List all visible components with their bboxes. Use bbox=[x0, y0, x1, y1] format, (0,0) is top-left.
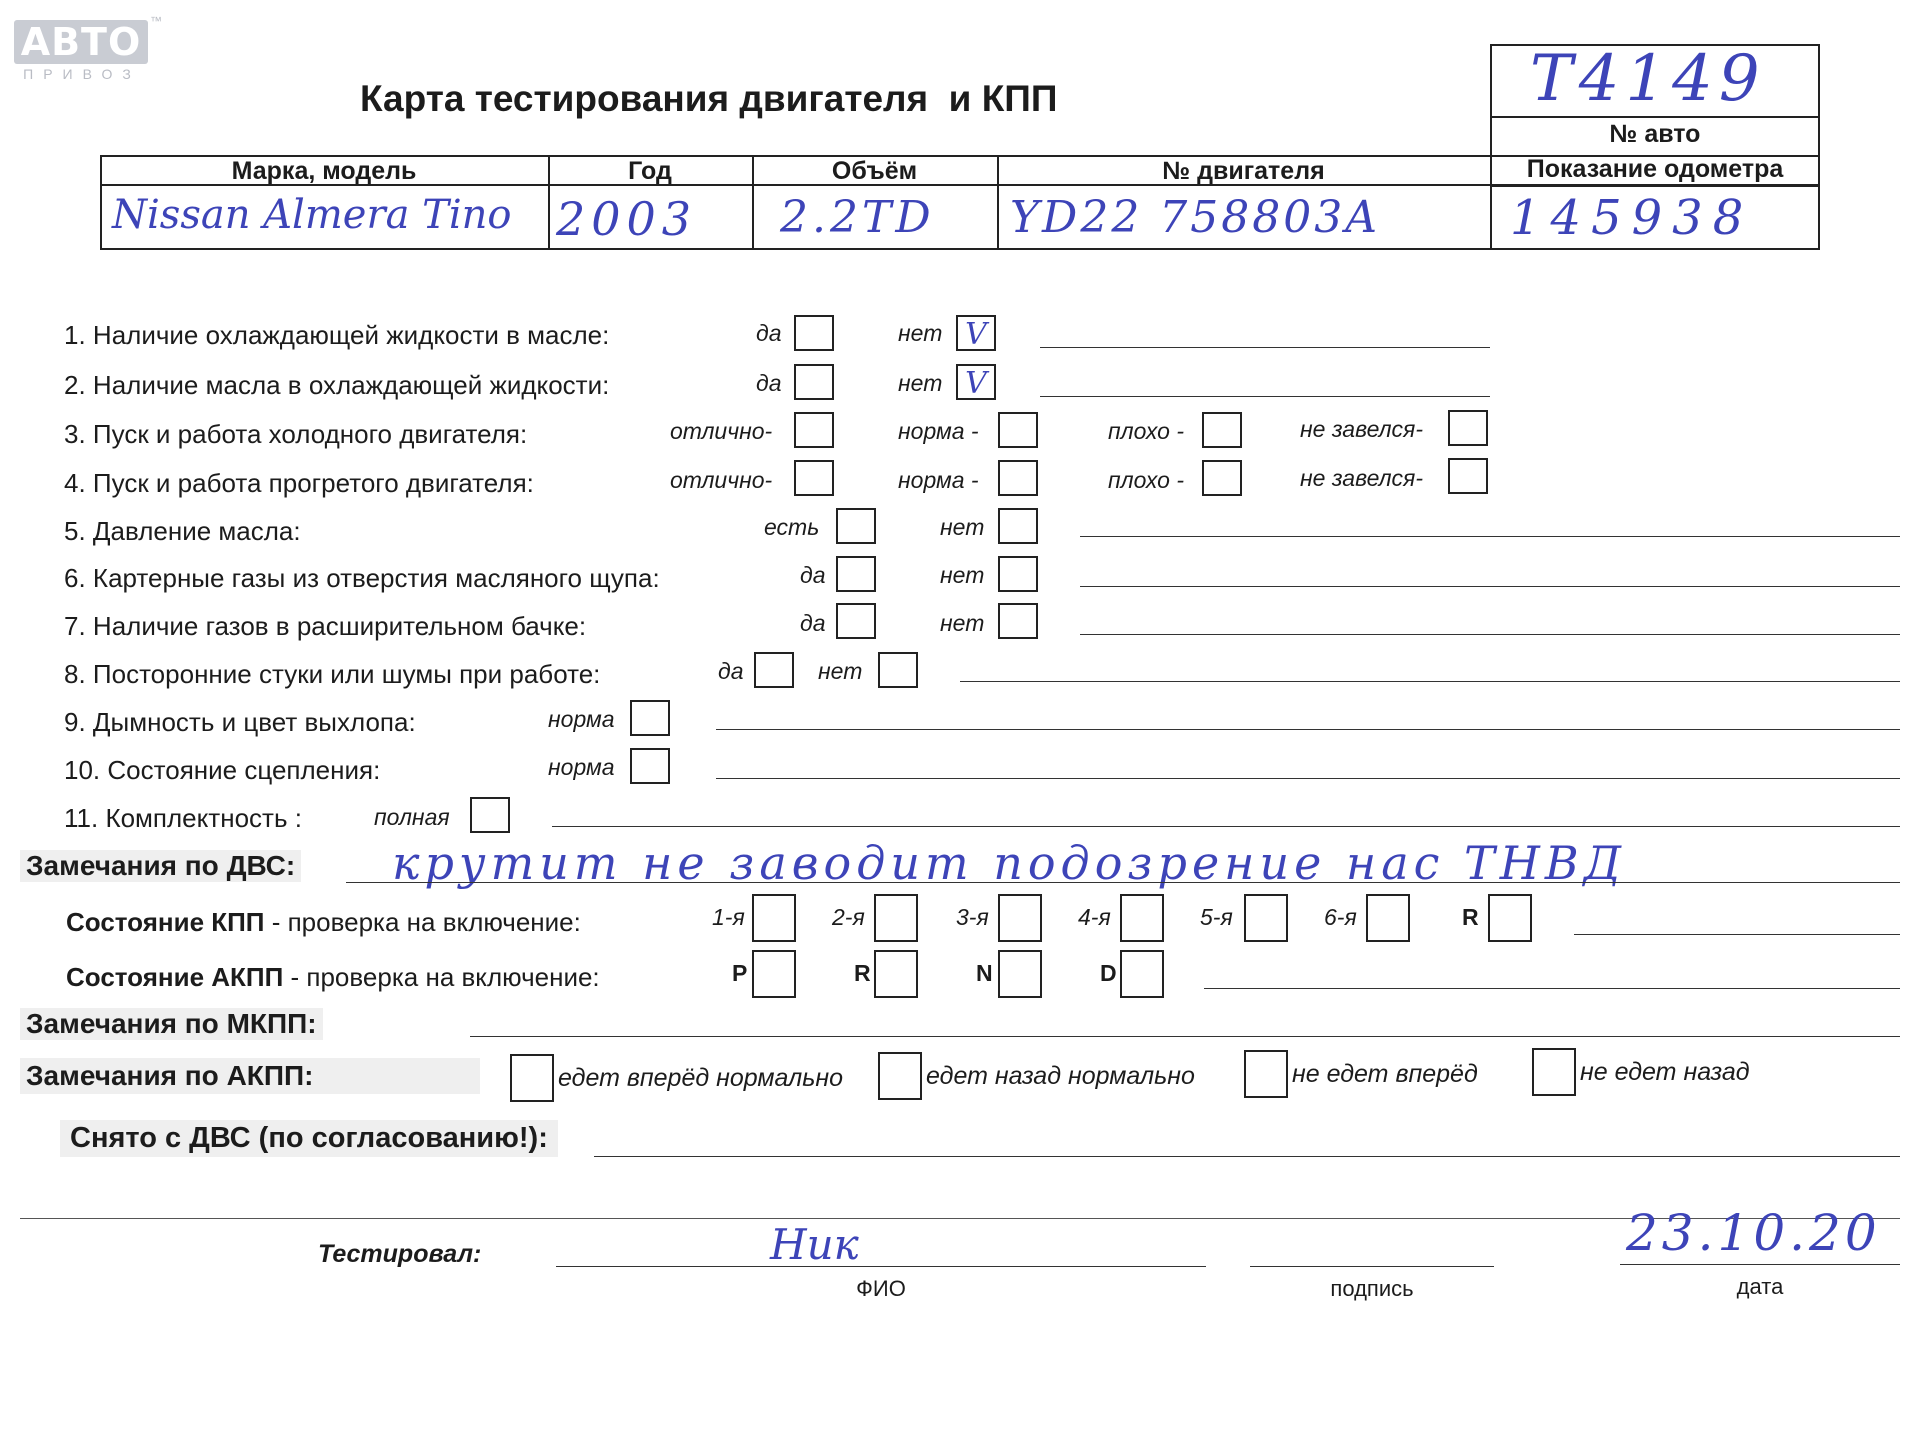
kpp-check-label bbox=[66, 907, 581, 938]
notes-line[interactable] bbox=[1080, 586, 1900, 587]
check-item-7 bbox=[64, 611, 586, 642]
car-number-divider bbox=[1490, 116, 1820, 118]
checkbox-item3-normal[interactable] bbox=[998, 412, 1038, 448]
checkbox-item4-normal[interactable] bbox=[998, 460, 1038, 496]
gear-label: 1-я bbox=[712, 904, 745, 930]
item-label: Посторонние стуки или шумы при работе: bbox=[92, 659, 601, 689]
check-item-1 bbox=[64, 320, 609, 351]
option-label: да bbox=[800, 562, 826, 588]
checkbox-gear-4[interactable] bbox=[1120, 894, 1164, 942]
check-item-2 bbox=[64, 370, 609, 401]
checkbox-gear-5[interactable] bbox=[1244, 894, 1288, 942]
fio-line[interactable] bbox=[556, 1266, 1206, 1267]
item-number: 10. bbox=[64, 755, 101, 785]
item-number: 6. bbox=[64, 563, 86, 593]
item-number: 8. bbox=[64, 659, 86, 689]
footer-separator bbox=[20, 1218, 1900, 1219]
option-label: есть bbox=[764, 514, 820, 540]
gear-label: 6-я bbox=[1324, 904, 1357, 930]
item-number: 9. bbox=[64, 707, 86, 737]
date-label: дата bbox=[1736, 1274, 1784, 1299]
mkpp-remarks-line[interactable] bbox=[470, 1036, 1900, 1037]
checkbox-item3-bad[interactable] bbox=[1202, 412, 1242, 448]
check-item-6 bbox=[64, 563, 660, 594]
kpp-label-bold: Состояние КПП bbox=[66, 907, 265, 937]
mode-label: N bbox=[976, 960, 993, 986]
checkbox-item3-excellent[interactable] bbox=[794, 412, 834, 448]
mkpp-remarks-label: Замечания по МКПП: bbox=[20, 1008, 323, 1040]
item-label: Комплектность : bbox=[105, 803, 302, 833]
checkbox-item6-no[interactable] bbox=[998, 556, 1038, 592]
option-label: плохо - bbox=[1108, 467, 1184, 493]
fio-label: ФИО bbox=[856, 1276, 906, 1301]
car-number-value: T4149 bbox=[1530, 42, 1766, 116]
option-label: плохо - bbox=[1108, 418, 1184, 444]
item-label: Давление масла: bbox=[92, 516, 301, 546]
item-number: 3. bbox=[64, 419, 86, 449]
check-item-3 bbox=[64, 419, 527, 450]
item-label: Дымность и цвет выхлопа: bbox=[92, 707, 416, 737]
option-label: нет bbox=[940, 610, 985, 636]
value-engine-no: YD22 758803A bbox=[1010, 192, 1381, 243]
akpp-label-rest: - проверка на включение: bbox=[283, 962, 600, 992]
option-label: да bbox=[800, 610, 826, 636]
checkbox-item7-no[interactable] bbox=[998, 603, 1038, 639]
gear-label: 3-я bbox=[956, 904, 989, 930]
col-header-year: Год bbox=[628, 157, 672, 185]
checkbox-item5-no[interactable] bbox=[998, 508, 1038, 544]
notes-line[interactable] bbox=[1080, 634, 1900, 635]
signature-line[interactable] bbox=[1250, 1266, 1494, 1267]
date-value[interactable]: 23.10.20 bbox=[1626, 1204, 1881, 1262]
checkbox-item8-no[interactable] bbox=[878, 652, 918, 688]
page-title: Карта тестирования двигателя и КПП bbox=[360, 78, 1058, 119]
gear-label: 2-я bbox=[832, 904, 865, 930]
logo-subtext: ПРИВОЗ bbox=[23, 66, 141, 82]
checkbox-item2-yes[interactable] bbox=[794, 364, 834, 400]
check-item-5 bbox=[64, 516, 301, 547]
option-label: да bbox=[756, 320, 782, 346]
mode-label: R bbox=[854, 960, 871, 986]
value-year: 2003 bbox=[556, 192, 698, 246]
item-number: 7. bbox=[64, 611, 86, 641]
checkbox-item4-no-start[interactable] bbox=[1448, 458, 1488, 494]
option-label: нет bbox=[818, 658, 863, 684]
logo-trademark: ™ bbox=[150, 14, 162, 28]
checkbox-item4-bad[interactable] bbox=[1202, 460, 1242, 496]
option-label: норма bbox=[548, 754, 615, 780]
checkbox-backward-normal[interactable] bbox=[878, 1052, 922, 1100]
item-label: Наличие газов в расширительном бачке: bbox=[92, 611, 587, 641]
removed-parts-line[interactable] bbox=[594, 1156, 1900, 1157]
checkbox-mode-d[interactable] bbox=[1120, 950, 1164, 998]
option-label: да bbox=[718, 658, 744, 684]
brand-logo bbox=[14, 20, 148, 64]
gear-label: 4-я bbox=[1078, 904, 1111, 930]
checkbox-gear-1[interactable] bbox=[752, 894, 796, 942]
checkbox-item11-complete[interactable] bbox=[470, 797, 510, 833]
checkbox-gear-r[interactable] bbox=[1488, 894, 1532, 942]
checkbox-item9-normal[interactable] bbox=[630, 700, 670, 736]
checkbox-no-backward[interactable] bbox=[1532, 1048, 1576, 1096]
akpp-check-label bbox=[66, 962, 600, 993]
dvs-remarks-value[interactable]: крутит не заводит подозрение нас ТНВД bbox=[392, 836, 1627, 890]
option-label: норма - bbox=[898, 418, 979, 444]
option-label: нет bbox=[898, 370, 943, 396]
item-number: 1. bbox=[64, 320, 86, 350]
gear-label: R bbox=[1462, 904, 1479, 930]
akpp-remarks-label: Замечания по АКПП: bbox=[20, 1058, 480, 1094]
item-label: Состояние сцепления: bbox=[107, 755, 381, 785]
mode-label: P bbox=[732, 960, 748, 986]
col-header-engine-no: № двигателя bbox=[1162, 157, 1325, 185]
col-header-volume: Объём bbox=[831, 157, 918, 185]
check-item-10 bbox=[64, 755, 380, 786]
checkbox-item3-no-start[interactable] bbox=[1448, 410, 1488, 446]
item-number: 5. bbox=[64, 516, 86, 546]
akpp-option-label: едет назад нормально bbox=[926, 1062, 1195, 1090]
checkbox-gear-2[interactable] bbox=[874, 894, 918, 942]
checkbox-item1-no[interactable]: V bbox=[956, 315, 996, 351]
kpp-label-rest: - проверка на включение: bbox=[264, 907, 581, 937]
checkbox-gear-3[interactable] bbox=[998, 894, 1042, 942]
notes-line[interactable] bbox=[960, 681, 1900, 682]
checkbox-mode-p[interactable] bbox=[752, 950, 796, 998]
option-label: не завелся- bbox=[1300, 465, 1424, 491]
logo-text: АВТО bbox=[20, 20, 142, 64]
notes-line[interactable] bbox=[1080, 536, 1900, 537]
checkbox-item7-yes[interactable] bbox=[836, 603, 876, 639]
notes-line[interactable] bbox=[716, 778, 1900, 779]
removed-parts-label bbox=[60, 1120, 558, 1157]
check-item-11 bbox=[64, 803, 302, 834]
option-label: нет bbox=[940, 514, 985, 540]
checkbox-item10-normal[interactable] bbox=[630, 748, 670, 784]
checkbox-item6-yes[interactable] bbox=[836, 556, 876, 592]
col-header-model: Марка, модель bbox=[231, 157, 417, 185]
item-label: Картерные газы из отверстия масляного щупа: bbox=[92, 563, 660, 593]
option-label: норма - bbox=[898, 467, 979, 493]
notes-line[interactable] bbox=[716, 729, 1900, 730]
tester-fio-value[interactable]: Ник bbox=[770, 1220, 859, 1269]
item-number: 11. bbox=[64, 803, 99, 833]
check-item-4 bbox=[64, 468, 534, 499]
dvs-remarks-line[interactable] bbox=[346, 882, 1900, 883]
item-number: 4. bbox=[64, 468, 86, 498]
notes-line[interactable] bbox=[1040, 347, 1490, 348]
tested-by-label: Тестировал: bbox=[318, 1240, 482, 1268]
value-odometer: 145938 bbox=[1510, 190, 1754, 246]
item-label: Наличие масла в охлаждающей жидкости: bbox=[92, 370, 610, 400]
date-line[interactable] bbox=[1620, 1264, 1900, 1265]
option-label: отлично- bbox=[670, 418, 773, 444]
option-label: нет bbox=[898, 320, 943, 346]
akpp-label-bold: Состояние АКПП bbox=[66, 962, 284, 992]
checkbox-item4-excellent[interactable] bbox=[794, 460, 834, 496]
notes-line[interactable] bbox=[1040, 396, 1490, 397]
checkbox-no-forward[interactable] bbox=[1244, 1050, 1288, 1098]
checkbox-mode-r[interactable] bbox=[874, 950, 918, 998]
item-number: 2. bbox=[64, 370, 86, 400]
option-label: не завелся- bbox=[1300, 416, 1424, 442]
option-label: да bbox=[756, 370, 782, 396]
col-header-odometer: Показание одометра bbox=[1526, 155, 1784, 183]
signature-label: подпись bbox=[1330, 1276, 1414, 1301]
checkbox-item2-no[interactable]: V bbox=[956, 364, 996, 400]
value-model: Nissan Almera Tino bbox=[112, 192, 512, 238]
option-label: нет bbox=[940, 562, 985, 588]
checkbox-mode-n[interactable] bbox=[998, 950, 1042, 998]
akpp-notes-line[interactable] bbox=[1204, 988, 1900, 989]
item-label: Наличие охлаждающей жидкости в масле: bbox=[92, 320, 610, 350]
check-item-8 bbox=[64, 659, 600, 690]
akpp-option-label: едет вперёд нормально bbox=[558, 1064, 844, 1092]
item-label: Пуск и работа холодного двигателя: bbox=[92, 419, 528, 449]
option-label: полная bbox=[374, 804, 450, 830]
option-label: норма bbox=[548, 706, 615, 732]
dvs-remarks-label: Замечания по ДВС: bbox=[20, 850, 301, 882]
checkbox-gear-6[interactable] bbox=[1366, 894, 1410, 942]
mode-label: D bbox=[1100, 960, 1117, 986]
removed-parts-label-text: Снято с ДВС (по согласованию!): bbox=[70, 1122, 548, 1154]
option-label: отлично- bbox=[670, 467, 773, 493]
checkbox-item5-yes[interactable] bbox=[836, 508, 876, 544]
checkbox-item8-yes[interactable] bbox=[754, 652, 794, 688]
checkbox-item1-yes[interactable] bbox=[794, 315, 834, 351]
check-item-9 bbox=[64, 707, 416, 738]
item-label: Пуск и работа прогретого двигателя: bbox=[92, 468, 534, 498]
notes-line[interactable] bbox=[552, 826, 1900, 827]
akpp-option-label: не едет назад bbox=[1580, 1058, 1750, 1086]
car-number-label: № авто bbox=[1609, 120, 1701, 148]
value-volume: 2.2TD bbox=[780, 192, 935, 243]
gear-label: 5-я bbox=[1200, 904, 1233, 930]
akpp-option-label: не едет вперёд bbox=[1292, 1060, 1478, 1088]
kpp-notes-line[interactable] bbox=[1574, 934, 1900, 935]
checkbox-forward-normal[interactable] bbox=[510, 1054, 554, 1102]
